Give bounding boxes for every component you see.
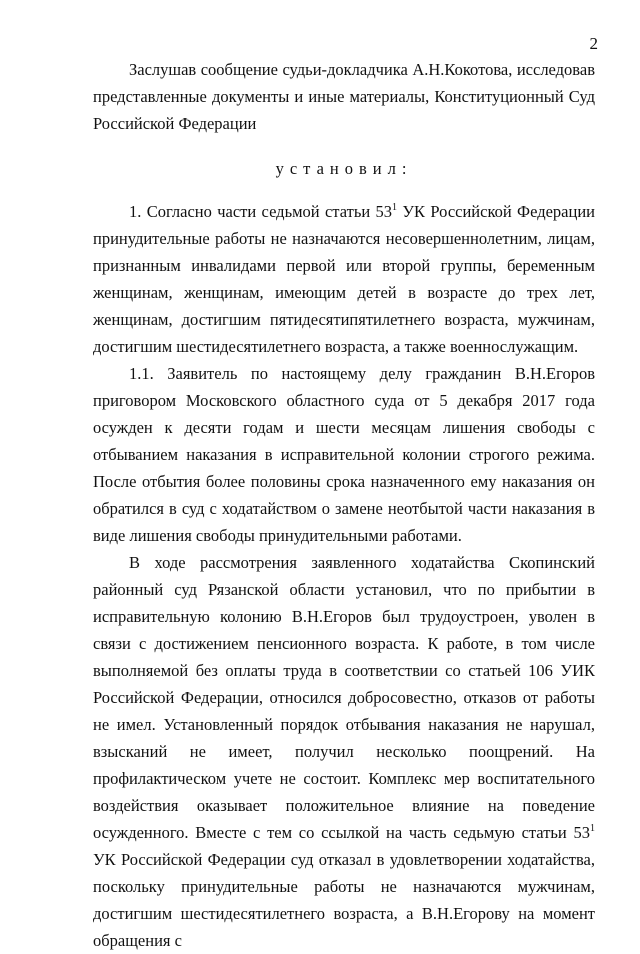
ruling-heading-text: установил: (275, 159, 413, 178)
paragraph-1-text-a: 1. Согласно части седьмой статьи 53 (129, 202, 393, 221)
paragraph-2-text-b: УК Российской Федерации суд отказал в удовлетворении ходатайства, поскольку принудительные работы не назначаются мужчинам, достигшим шестидесятилетнего возраста, а В.Н.Егорову на момент обращения с (93, 850, 595, 950)
intro-paragraph (93, 56, 595, 137)
paragraph-2-text-a: В ходе рассмотрения заявленного ходатайства Скопинский районный суд Рязанской области установил, что по прибытии в исправительную колонию В.Н.Егоров был трудоустроен, уволен в связи с достижением пенсионного возраста. К работе, в том числе выполняемой без оплаты труда в соответствии со статьей 106 УИК Российской Федерации, относился добросовестно, отказов от работы не имел. Установленный порядок отбывания наказания не нарушал, взысканий не имеет, получил несколько поощрений. На профилактическом учете не состоит. Комплекс мер воспитательного воздействия оказывает положительное влияние на поведение осужденного. Вместе с тем со ссылкой на часть седьмую статьи 53 (93, 553, 595, 842)
paragraph-2 (93, 549, 595, 954)
paragraph-1-text-b: УК Российской Федерации принудительные работы не назначаются несовершеннолетним, лицам, признанным инвалидами первой или второй группы, беременным женщинам, женщинам, имеющим детей в возрасте до трех лет, женщинам, достигшим пятидесятипятилетнего возраста, мужчинам, достигшим шестидесятилетнего возраста, а также военнослужащим. (93, 202, 595, 356)
article-superscript: 1 (590, 823, 595, 834)
paragraph-1 (93, 198, 595, 360)
paragraph-1-1 (93, 360, 595, 549)
article-superscript: 1 (392, 202, 398, 213)
ruling-heading (93, 155, 595, 182)
document-body (93, 56, 595, 954)
intro-text: Заслушав сообщение судьи-докладчика А.Н.Кокотова, исследовав представленные документы и иные материалы, Конституционный Суд Российской Федерации (93, 60, 595, 133)
page-number: 2 (589, 34, 598, 53)
paragraph-1-1-text: 1.1. Заявитель по настоящему делу гражданин В.Н.Егоров приговором Московского областного суда от 5 декабря 2017 года осужден к десяти годам и шести месяцам лишения свободы с отбыванием наказания в исправительной колонии строгого режима. После отбытия более половины срока назначенного ему наказания он обратился в суд с ходатайством о замене неотбытой части наказания в виде лишения свободы принудительными работами. (93, 364, 595, 545)
